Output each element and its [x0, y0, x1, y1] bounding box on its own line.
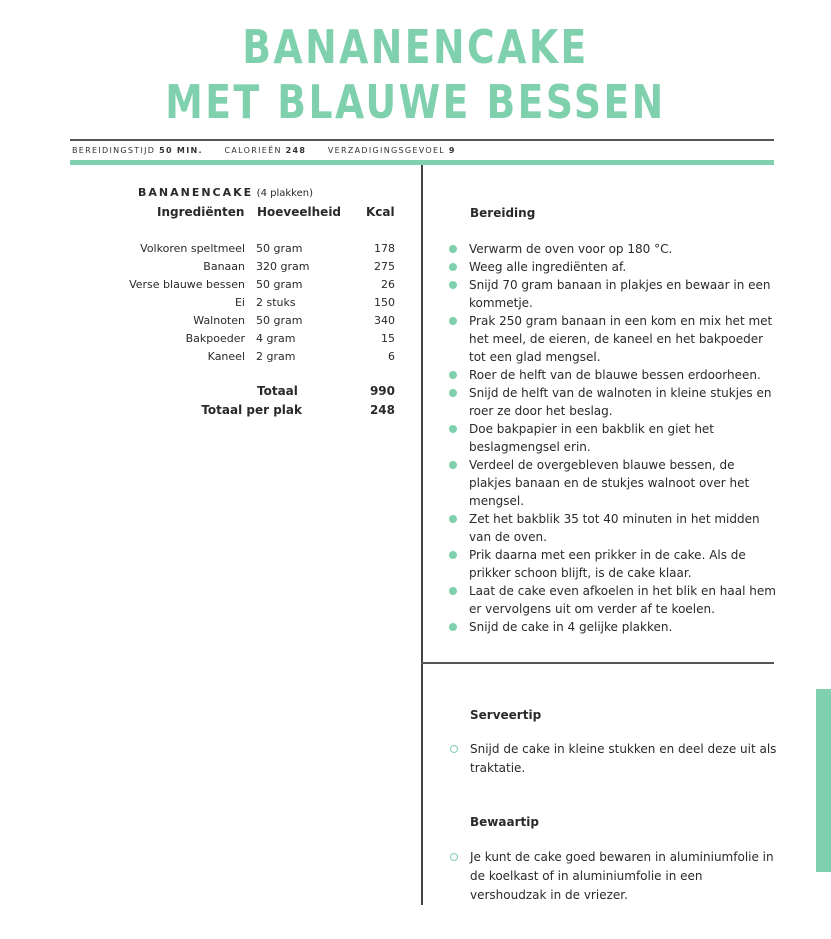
bullet-ring-icon: [450, 745, 458, 753]
list-item: [448, 366, 778, 384]
bullet-dot-icon: [449, 263, 457, 271]
total-value: 990: [369, 384, 395, 398]
step-text: Zet het bakblik 35 tot 40 minuten in het midden van de oven.: [469, 512, 760, 544]
calories-label: CALORIEËN: [224, 146, 282, 155]
step-text: Weeg alle ingrediënten af.: [469, 260, 627, 274]
list-item: [448, 510, 778, 546]
store-tip-heading: Bewaartip: [470, 815, 539, 829]
ingredient-name: Bakpoeder: [185, 332, 245, 345]
bullet-dot-icon: [449, 515, 457, 523]
bullet-dot-icon: [449, 623, 457, 631]
ingredient-quantity: 50 gram: [256, 242, 303, 255]
section-portions: (4 plakken): [256, 188, 313, 199]
store-tip-text: Je kunt de cake goed bewaren in aluminiumfolie in de koelkast of in aluminiumfolie in een vershoudzak in de vriezer.: [470, 850, 774, 902]
prep-time-value: 50 MIN.: [159, 146, 203, 155]
ingredient-name: Volkoren speltmeel: [140, 242, 245, 255]
preparation-heading: Bereiding: [470, 206, 536, 220]
total-per-slice-value: 248: [369, 403, 395, 417]
total-label: Totaal: [257, 384, 298, 398]
ingredient-name: Kaneel: [207, 350, 245, 363]
preparation-steps: [448, 240, 778, 636]
recipe-meta: [72, 146, 456, 155]
list-item: [448, 618, 778, 636]
table-row: [0, 350, 420, 368]
ingredient-name: Walnoten: [193, 314, 245, 327]
ingredient-quantity: 320 gram: [256, 260, 310, 273]
list-item: [448, 582, 778, 618]
prep-time-label: BEREIDINGSTIJD: [72, 146, 156, 155]
step-text: Roer de helft van de blauwe bessen erdoorheen.: [469, 368, 761, 382]
step-text: Snijd de helft van de walnoten in kleine stukjes en roer ze door het beslag.: [469, 386, 772, 418]
side-tab-marker: [816, 689, 831, 872]
ingredient-quantity: 4 gram: [256, 332, 296, 345]
bullet-dot-icon: [449, 245, 457, 253]
ingredient-kcal: 178: [374, 242, 395, 255]
step-text: Prik daarna met een prikker in de cake. Als de prikker schoon blijft, is de cake klaar.: [469, 548, 746, 580]
serve-tip: [448, 740, 778, 778]
ingredients-section-heading: [138, 186, 313, 199]
list-item: [448, 276, 778, 312]
satiety-label: VERZADIGINGSGEVOEL: [327, 146, 446, 155]
bullet-dot-icon: [449, 317, 457, 325]
step-text: Prak 250 gram banaan in een kom en mix het met het meel, de eieren, de kaneel en het bakpoeder tot een glad mengsel.: [469, 314, 773, 364]
list-item: [448, 240, 778, 258]
ingredient-kcal: 150: [374, 296, 395, 309]
header-quantity: Hoeveelheid: [257, 205, 342, 219]
ingredient-quantity: 50 gram: [256, 314, 303, 327]
step-text: Verdeel de overgebleven blauwe bessen, de plakjes banaan en de stukjes walnoot over het mengsel.: [469, 458, 750, 508]
column-divider: [421, 165, 423, 905]
bullet-dot-icon: [449, 461, 457, 469]
ingredient-name: Banaan: [203, 260, 245, 273]
step-text: Doe bakpapier in een bakblik en giet het beslagmengsel erin.: [469, 422, 715, 454]
table-row: [0, 278, 420, 296]
list-item: [448, 312, 778, 366]
table-row: [0, 296, 420, 314]
ingredient-kcal: 340: [374, 314, 395, 327]
serve-tip-text: Snijd de cake in kleine stukken en deel deze uit als traktatie.: [470, 742, 777, 775]
list-item: [448, 384, 778, 420]
table-row: [0, 332, 420, 350]
header-ingredient: Ingrediënten: [157, 205, 245, 219]
bullet-dot-icon: [449, 281, 457, 289]
bullet-dot-icon: [449, 551, 457, 559]
list-item: [448, 456, 778, 510]
step-text: Laat de cake even afkoelen in het blik en haal hem er vervolgens uit om verder af te koelen.: [469, 584, 776, 616]
step-text: Verwarm de oven voor op 180 °C.: [469, 242, 673, 256]
calories-value: 248: [285, 146, 307, 155]
ingredient-name: Ei: [234, 296, 245, 309]
recipe-title: [0, 20, 831, 130]
section-name: BANANENCAKE: [138, 186, 254, 199]
header-kcal: Kcal: [366, 205, 395, 219]
serve-tip-heading: Serveertip: [470, 708, 542, 722]
table-row: [0, 314, 420, 332]
table-row: [0, 242, 420, 260]
step-text: Snijd de cake in 4 gelijke plakken.: [469, 620, 673, 634]
recipe-title-line-1: BANANENCAKE: [242, 20, 589, 74]
bullet-dot-icon: [449, 371, 457, 379]
ingredient-kcal: 275: [374, 260, 395, 273]
list-item: [448, 420, 778, 456]
ingredient-quantity: 2 gram: [256, 350, 296, 363]
ingredient-kcal: 15: [381, 332, 395, 345]
store-tip: [448, 848, 778, 905]
list-item: [448, 258, 778, 276]
total-per-slice-label: Totaal per plak: [201, 403, 302, 417]
ingredient-name: Verse blauwe bessen: [129, 278, 245, 291]
bullet-dot-icon: [449, 587, 457, 595]
tips-divider: [421, 662, 774, 664]
ingredient-quantity: 2 stuks: [256, 296, 296, 309]
bullet-ring-icon: [450, 853, 458, 861]
bullet-dot-icon: [449, 389, 457, 397]
top-divider: [70, 139, 774, 141]
ingredient-quantity: 50 gram: [256, 278, 303, 291]
recipe-title-line-2: MET BLAUWE BESSEN: [165, 75, 666, 129]
list-item: [448, 546, 778, 582]
step-text: Snijd 70 gram banaan in plakjes en bewaar in een kommetje.: [469, 278, 771, 310]
table-row: [0, 260, 420, 278]
satiety-value: 9: [448, 146, 456, 155]
ingredient-kcal: 26: [381, 278, 395, 291]
ingredient-kcal: 6: [388, 350, 395, 363]
bullet-dot-icon: [449, 425, 457, 433]
